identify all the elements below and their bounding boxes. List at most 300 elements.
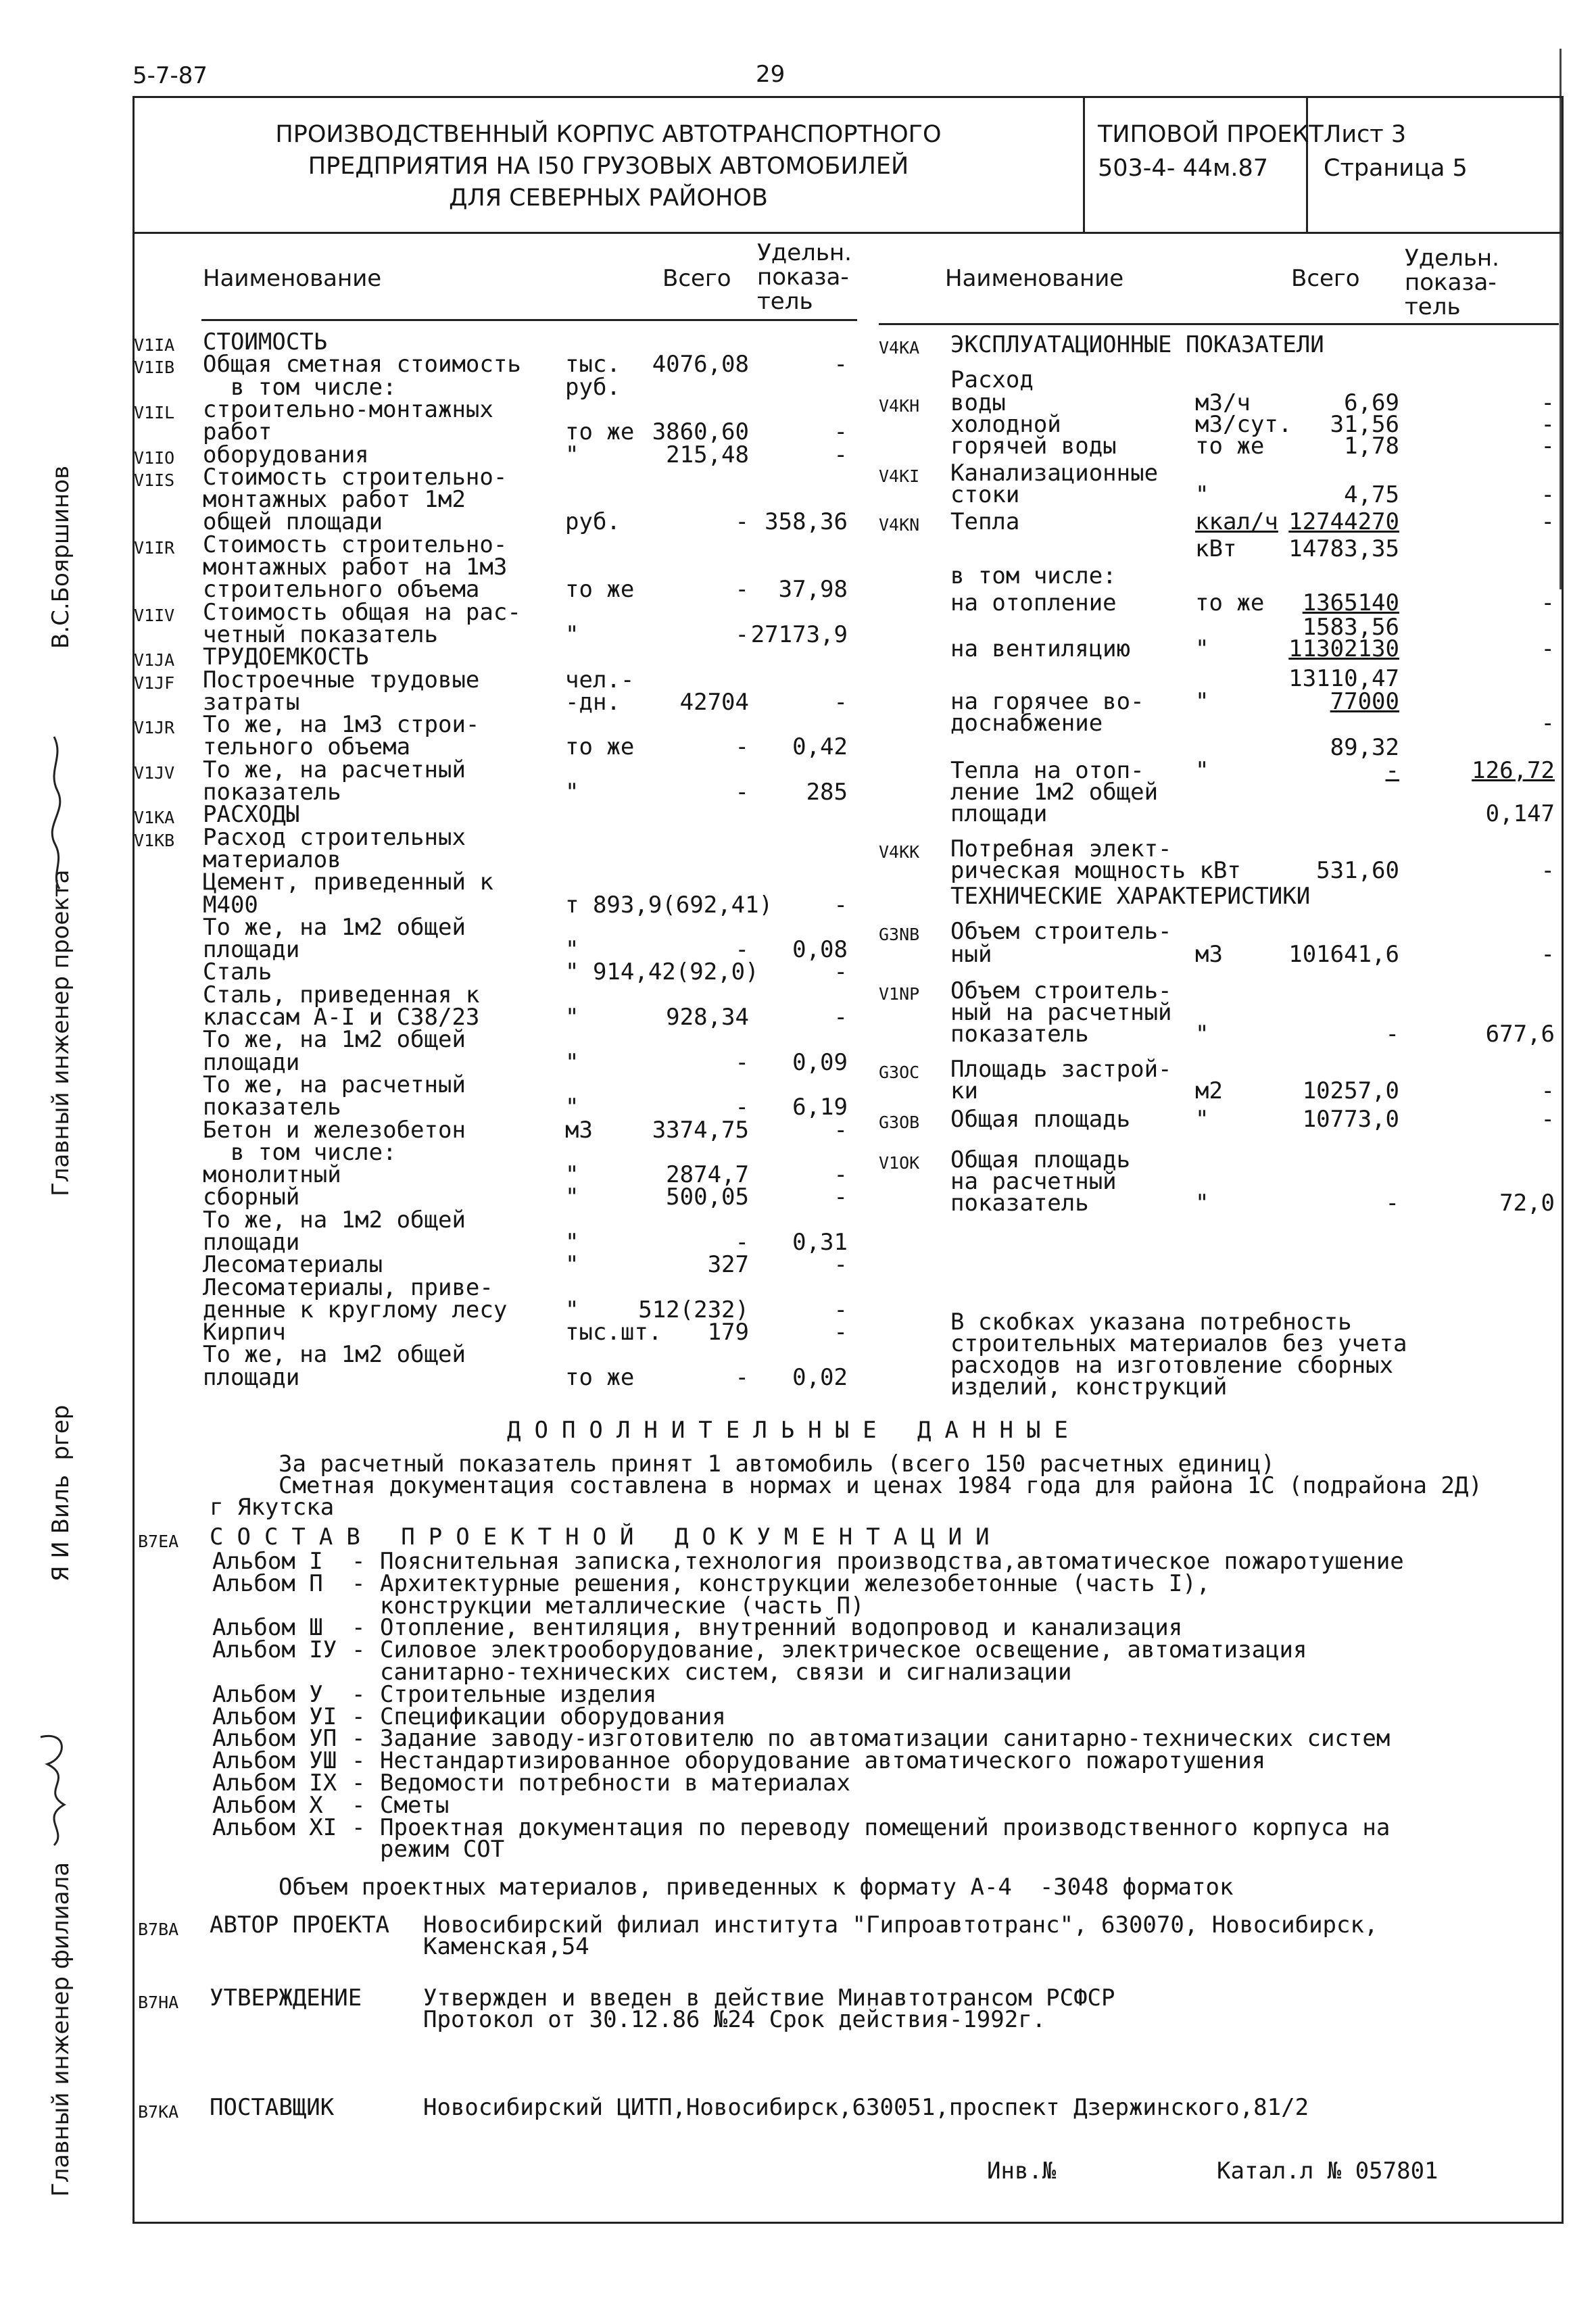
row-name: строительно-монтажных — [203, 396, 493, 423]
album-label: Альбом IX — [212, 1770, 351, 1797]
note-line-3: расходов на изготовление сборных — [950, 1352, 1394, 1379]
row-code: V1KB — [134, 831, 175, 850]
row-total: 13110,47 — [1288, 665, 1399, 692]
row-name: Кирпич — [203, 1319, 286, 1346]
album-text: Силовое электрооборудование, электрическое освещение, автоматизация — [380, 1636, 1307, 1663]
row-name: СТОИМОСТЬ — [203, 328, 328, 356]
row-name: тельного объема — [203, 733, 411, 760]
row-code: V4KH — [879, 396, 920, 416]
album-label: Альбом У — [212, 1681, 351, 1708]
right-header-underline — [879, 323, 1559, 325]
row-spec: - — [1541, 941, 1555, 968]
row-name: площади — [203, 1049, 300, 1076]
row-name: М400 — [203, 892, 258, 919]
row-total: 101641,6 — [1288, 941, 1399, 968]
row-name: монолитный — [203, 1161, 341, 1188]
row-code: V1KA — [134, 808, 175, 827]
row-spec: - — [833, 1296, 848, 1323]
signature-mark-1 — [27, 730, 81, 892]
album-text: Ведомости потребности в материалах — [380, 1770, 850, 1797]
page-number: 29 — [756, 61, 785, 88]
row-code: V4KA — [879, 338, 920, 358]
row-unit: м3/ч — [1195, 389, 1251, 416]
album-text: Сметы — [380, 1792, 450, 1819]
row-spec: - — [833, 1004, 848, 1031]
row-code: V1IL — [134, 403, 175, 422]
signature-name-2: Я И Виль ргер — [47, 1405, 74, 1582]
row-spec: - — [833, 958, 848, 985]
row-spec: 0,147 — [1485, 800, 1555, 827]
row-total: - — [735, 621, 749, 648]
row-spec: - — [1541, 508, 1555, 535]
row-total: - — [735, 1049, 749, 1076]
extra-line-2: Сметная документация составлена в нормах и ценах 1984 года для района 1С (подрайона 2Д) — [279, 1472, 1482, 1499]
row-name: на вентиляцию — [950, 635, 1131, 662]
author-code: B7BA — [138, 1920, 179, 1939]
row-spec: 358,36 — [765, 508, 848, 535]
row-name: рическая мощность кВт — [950, 857, 1241, 884]
row-code: V1IS — [134, 470, 175, 490]
row-name: показатель — [203, 1094, 341, 1121]
row-name: в том числе: — [203, 1139, 397, 1166]
row-name: показатель — [950, 1190, 1089, 1217]
row-unit: " — [1195, 481, 1209, 508]
row-name: четный показатель — [203, 621, 438, 648]
album-label: Альбом Ш — [212, 1614, 351, 1641]
supplier-code: B7KA — [138, 2102, 179, 2122]
row-code: G3OC — [879, 1063, 920, 1082]
row-total: 531,60 — [1316, 857, 1399, 884]
row-name: на расчетный — [950, 1168, 1117, 1195]
row-total: 500,05 — [666, 1184, 749, 1211]
row-unit: т 893,9(692,41) — [565, 892, 773, 919]
row-name: Построечные трудовые — [203, 666, 480, 693]
album-text: Задание заводу-изготовителю по автоматизации санитарно-технических систем — [380, 1725, 1391, 1752]
row-total: - — [735, 1229, 749, 1256]
row-spec: - — [1541, 710, 1555, 737]
album-dash: - — [352, 1770, 366, 1797]
row-name: Тепла — [950, 508, 1020, 535]
album-text: Пояснительная записка,технология производства,автоматическое пожаротушение — [380, 1548, 1404, 1575]
row-total: - — [735, 1364, 749, 1391]
left-col-header-spec-1: Удельн. — [757, 239, 852, 266]
row-spec: 37,98 — [778, 576, 848, 603]
album-label: Альбом X — [212, 1792, 351, 1819]
note-line-1: В скобках указана потребность — [950, 1309, 1352, 1336]
row-spec: - — [833, 1251, 848, 1278]
album-text: санитарно-технических систем, связи и сигнализации — [380, 1659, 1072, 1686]
row-name: на горячее во- — [950, 688, 1144, 715]
row-spec: 285 — [806, 779, 848, 806]
row-unit: кВт — [1195, 535, 1237, 562]
row-spec: 6,19 — [792, 1094, 848, 1121]
row-unit: " — [1195, 1106, 1209, 1133]
row-name: Лесоматериалы — [203, 1251, 383, 1278]
composition-heading: СОСТАВ ПРОЕКТНОЙ ДОКУМЕНТАЦИИ — [210, 1524, 1003, 1551]
extra-line-3: г Якутска — [210, 1494, 335, 1521]
album-dash: - — [352, 1747, 366, 1774]
row-name: площади — [950, 800, 1048, 827]
row-unit: " — [565, 1251, 579, 1278]
row-unit: то же — [565, 1364, 635, 1391]
row-spec: 0,09 — [792, 1049, 848, 1076]
row-name: ТРУДОЕМКОСТЬ — [203, 643, 369, 671]
row-total: - — [735, 576, 749, 603]
title-line-3: ДЛЯ СЕВЕРНЫХ РАЙОНОВ — [449, 185, 768, 212]
row-code: V1IO — [134, 448, 175, 468]
extra-line-1: За расчетный показатель принят 1 автомобиль (всего 150 расчетных единиц) — [279, 1451, 1275, 1478]
inventory-number: Инв.№ — [987, 2158, 1057, 2185]
row-spec: 677,6 — [1485, 1021, 1555, 1048]
row-name: Объем строитель- — [950, 918, 1172, 945]
row-name: воды — [950, 389, 1006, 416]
row-name: Цемент, приведенный к — [203, 869, 493, 896]
row-code: V4KN — [879, 515, 920, 535]
album-dash: - — [352, 1703, 366, 1730]
signature-name-1: В.С.Бояршинов — [47, 465, 74, 649]
right-col-header-spec-1: Удельн. — [1405, 245, 1499, 272]
extra-heading: ДОПОЛНИТЕЛЬНЫЕ ДАННЫЕ — [507, 1417, 1082, 1444]
album-dash: - — [352, 1548, 366, 1575]
row-total: 14783,35 — [1288, 535, 1399, 562]
row-unit: " — [565, 1049, 579, 1076]
row-unit: ккал/ч — [1195, 508, 1278, 535]
row-name: То же, на 1м3 строи- — [203, 711, 480, 738]
row-name: затраты — [203, 689, 300, 716]
row-unit: " — [565, 1004, 579, 1031]
row-name: Объем строитель- — [950, 977, 1172, 1004]
left-col-header-total: Всего — [662, 265, 731, 292]
row-code: V1IB — [134, 358, 175, 377]
row-unit: " — [565, 441, 579, 468]
row-code: V1JF — [134, 673, 175, 693]
album-dash: - — [352, 1636, 366, 1663]
row-name: площади — [203, 1229, 300, 1256]
signature-mark-2 — [27, 1717, 81, 1852]
row-name: стоки — [950, 481, 1020, 508]
row-spec: - — [1541, 433, 1555, 460]
album-label: Альбом УП — [212, 1725, 351, 1752]
row-name: Лесоматериалы, приве- — [203, 1274, 493, 1301]
row-total: 4,75 — [1344, 481, 1399, 508]
row-total: 10773,0 — [1302, 1106, 1399, 1133]
row-code: V1JV — [134, 763, 175, 783]
right-col-header-spec-3: тель — [1405, 293, 1461, 320]
row-name: Общая площадь — [950, 1146, 1131, 1173]
row-unit: " — [565, 1229, 579, 1256]
row-spec: - — [833, 1117, 848, 1144]
row-total: 512(232) — [638, 1296, 749, 1323]
header-divider — [132, 232, 1564, 234]
row-name: ный — [950, 941, 992, 968]
row-spec: - — [833, 1161, 848, 1188]
row-spec: - — [1541, 635, 1555, 662]
signature-role-1: Главный инженер проекта — [47, 869, 74, 1196]
album-label: Альбом П — [212, 1570, 351, 1597]
row-total: 1365140 — [1302, 589, 1399, 616]
row-total: 179 — [707, 1319, 749, 1346]
row-code: V4KK — [879, 842, 920, 862]
row-name: Общая сметная стоимость — [203, 351, 521, 378]
row-spec: - — [833, 351, 848, 378]
row-total: 10257,0 — [1302, 1077, 1399, 1104]
approval-code: B7HA — [138, 1993, 179, 2012]
album-text: Проектная документация по переводу помещений производственного корпуса на — [380, 1814, 1391, 1841]
approval-label: УТВЕРЖДЕНИЕ — [210, 1984, 362, 2012]
row-name: Стоимость строительно- — [203, 531, 508, 558]
row-spec: 126,72 — [1472, 757, 1555, 784]
row-unit: м2 — [1195, 1077, 1223, 1104]
row-total: 42704 — [679, 689, 749, 716]
row-unit: " — [565, 1161, 579, 1188]
approval-line-2: Протокол от 30.12.86 №24 Срок действия-1992г. — [423, 2006, 1046, 2033]
row-name: То же, на расчетный — [203, 1071, 466, 1098]
row-name: То же, на 1м2 общей — [203, 914, 466, 941]
row-spec: - — [833, 1184, 848, 1211]
row-name: ление 1м2 общей — [950, 779, 1159, 806]
row-spec: - — [1541, 389, 1555, 416]
row-code: V1IV — [134, 606, 175, 625]
row-name: денные к круглому лесу — [203, 1296, 508, 1323]
left-col-header-spec-3: тель — [757, 288, 813, 315]
row-total: 2874,7 — [666, 1161, 749, 1188]
album-text: конструкции металлические (часть П) — [380, 1592, 865, 1619]
row-total: 1,78 — [1344, 433, 1399, 460]
row-unit: " — [1195, 1190, 1209, 1217]
row-total: 1583,56 — [1302, 614, 1399, 641]
row-name: Сталь, приведенная к — [203, 981, 480, 1008]
row-spec: - — [1541, 1077, 1555, 1104]
row-name: оборудования — [203, 441, 369, 468]
row-name: ЭКСПЛУАТАЦИОННЫЕ ПОКАЗАТЕЛИ — [950, 331, 1324, 358]
row-name: в том числе: — [203, 374, 397, 401]
row-name: классам А-I и С38/23 — [203, 1004, 480, 1031]
row-unit: " — [565, 1296, 579, 1323]
left-col-header-spec-2: показа- — [757, 264, 849, 291]
row-code: V1JA — [134, 650, 175, 670]
row-name: Бетон и железобетон — [203, 1117, 466, 1144]
row-name: То же, на 1м2 общей — [203, 1026, 466, 1053]
right-col-header-total: Всего — [1291, 265, 1360, 292]
album-label: Альбом УШ — [212, 1747, 351, 1774]
note-line-4: изделий, конструкций — [950, 1373, 1228, 1400]
row-total: 31,56 — [1330, 411, 1399, 438]
row-unit: то же — [565, 733, 635, 760]
album-text: Отопление, вентиляция, внутренний водопровод и канализация — [380, 1614, 1183, 1641]
album-text: Нестандартизированное оборудование автоматического пожаротушения — [380, 1747, 1266, 1774]
row-total: - — [735, 733, 749, 760]
row-total: - — [735, 1094, 749, 1121]
row-name: Сталь — [203, 958, 272, 985]
row-total: 11302130 — [1288, 635, 1399, 662]
album-label: Альбом УI — [212, 1703, 351, 1730]
row-total: 327 — [707, 1251, 749, 1278]
album-dash: - — [352, 1570, 366, 1597]
row-unit: " — [565, 1094, 579, 1121]
header-col-divider-1 — [1083, 96, 1085, 233]
row-unit: " 914,42(92,0) — [565, 958, 759, 985]
row-name: в том числе: — [950, 562, 1117, 589]
row-spec: 0,31 — [792, 1229, 848, 1256]
row-total: 3374,75 — [652, 1117, 749, 1144]
album-text: Строительные изделия — [380, 1681, 657, 1708]
author-line-1: Новосибирский филиал института "Гипроавтотранс", 630070, Новосибирск, — [423, 1911, 1378, 1939]
row-name: Стоимость общая на рас- — [203, 599, 521, 626]
row-spec: 0,02 — [792, 1364, 848, 1391]
album-dash: - — [352, 1614, 366, 1641]
project-label: ТИПОВОЙ ПРОЕКТ — [1098, 121, 1324, 148]
row-total: 89,32 — [1330, 734, 1399, 761]
row-total: 4076,08 — [652, 351, 749, 378]
right-col-header-spec-2: показа- — [1405, 269, 1497, 296]
row-unit: м3 — [565, 1117, 593, 1144]
author-label: АВТОР ПРОЕКТА — [210, 1911, 390, 1939]
row-total: 12744270 — [1288, 508, 1399, 535]
row-name: монтажных работ 1м2 — [203, 486, 466, 513]
title-line-2: ПРЕДПРИЯТИЯ НА I50 ГРУЗОВЫХ АВТОМОБИЛЕЙ — [308, 153, 909, 180]
row-name: Расход — [950, 366, 1034, 393]
row-total: 6,69 — [1344, 389, 1399, 416]
row-unit: " — [1195, 635, 1209, 662]
row-name: То же, на расчетный — [203, 756, 466, 783]
row-name: горячей воды — [950, 433, 1117, 460]
row-name: строительного объема — [203, 576, 480, 603]
row-total: 215,48 — [666, 441, 749, 468]
left-col-header-name: Наименование — [203, 265, 382, 292]
project-number: 503-4- 44м.87 — [1098, 155, 1269, 182]
row-total: - — [1385, 1021, 1399, 1048]
row-name: ТЕХНИЧЕСКИЕ ХАРАКТЕРИСТИКИ — [950, 883, 1311, 910]
row-name: площади — [203, 1364, 300, 1391]
row-code: G3NB — [879, 925, 920, 944]
album-text: Архитектурные решения, конструкции железобетонные (часть I), — [380, 1570, 1211, 1597]
sheet-number: Лист 3 — [1324, 121, 1407, 148]
row-name: Потребная элект- — [950, 835, 1172, 862]
row-spec: 0,42 — [792, 733, 848, 760]
row-unit: " — [565, 1184, 579, 1211]
album-dash: - — [352, 1792, 366, 1819]
row-unit: руб. — [565, 374, 621, 401]
catalog-number: Катал.л № 057801 — [1217, 2158, 1438, 2185]
row-total: - — [1385, 757, 1399, 784]
album-text: Спецификации оборудования — [380, 1703, 726, 1730]
row-spec: - — [833, 1319, 848, 1346]
row-total: - — [735, 936, 749, 963]
row-name: ки — [950, 1077, 978, 1104]
right-col-header-name: Наименование — [945, 265, 1124, 292]
row-code: V1IA — [134, 335, 175, 355]
album-text: режим СОТ — [380, 1836, 505, 1863]
row-name: показатель — [950, 1021, 1089, 1048]
row-total: - — [1385, 1190, 1399, 1217]
row-spec: - — [1541, 857, 1555, 884]
row-code: V4KI — [879, 466, 920, 486]
volume-line: Объем проектных материалов, приведенных к формату А-4 -3048 форматок — [279, 1874, 1234, 1901]
row-name: площади — [203, 936, 300, 963]
row-name: ный на расчетный — [950, 999, 1172, 1026]
row-name: доснабжение — [950, 710, 1103, 737]
album-dash: - — [352, 1681, 366, 1708]
row-name: Общая площадь — [950, 1106, 1131, 1133]
row-name: Площадь застрой- — [950, 1056, 1172, 1083]
row-total: 77000 — [1330, 688, 1399, 715]
row-name: материалов — [203, 846, 341, 873]
row-name: монтажных работ на 1м3 — [203, 554, 508, 581]
row-name: Стоимость строительно- — [203, 464, 508, 491]
row-unit: то же — [1195, 589, 1265, 616]
row-total: - — [735, 508, 749, 535]
row-unit: м3 — [1195, 941, 1223, 968]
row-name: холодной — [950, 411, 1061, 438]
row-code: V1JR — [134, 718, 175, 737]
row-name: работ — [203, 418, 272, 445]
row-code: V1NP — [879, 984, 920, 1004]
row-name: на отопление — [950, 589, 1117, 616]
row-unit: " — [565, 936, 579, 963]
row-unit: тыс.шт. — [565, 1319, 662, 1346]
row-spec: - — [833, 418, 848, 445]
album-label: Альбом IУ — [212, 1636, 351, 1663]
row-unit: м3/сут. — [1195, 411, 1292, 438]
row-name: сборный — [203, 1184, 300, 1211]
supplier-label: ПОСТАВЩИК — [210, 2094, 335, 2121]
row-spec: 0,08 — [792, 936, 848, 963]
row-unit: " — [1195, 688, 1209, 715]
row-name: показатель — [203, 779, 341, 806]
signature-role-2: Главный инженер филиала — [47, 1861, 74, 2197]
approval-line-1: Утвержден и введен в действие Минавтотрансом РСФСР — [423, 1984, 1115, 2012]
row-spec: - — [833, 892, 848, 919]
page-label: Страница 5 — [1324, 155, 1468, 182]
row-spec: - — [1541, 1106, 1555, 1133]
row-unit: тыс. — [565, 351, 621, 378]
supplier-text: Новосибирский ЦИТП,Новосибирск,630051,проспект Дзержинского,81/2 — [423, 2094, 1309, 2121]
row-unit: " — [565, 779, 579, 806]
row-code: G3OB — [879, 1113, 920, 1132]
row-spec: - — [1541, 411, 1555, 438]
row-unit: -дн. — [565, 689, 621, 716]
left-header-underline — [201, 319, 857, 321]
album-label: Альбом XI — [212, 1814, 351, 1841]
row-spec: - — [833, 441, 848, 468]
album-label: Альбом I — [212, 1548, 351, 1575]
row-total: 928,34 — [666, 1004, 749, 1031]
album-dash: - — [352, 1725, 366, 1752]
row-total: - — [735, 779, 749, 806]
row-unit: то же — [1195, 433, 1265, 460]
row-name: Расход строительных — [203, 824, 466, 851]
row-unit: то же — [565, 576, 635, 603]
row-unit: то же — [565, 418, 635, 445]
row-unit: руб. — [565, 508, 621, 535]
row-unit: чел.- — [565, 666, 635, 693]
row-name: Канализационные — [950, 460, 1159, 487]
row-name: общей площади — [203, 508, 383, 535]
row-spec: - — [1541, 589, 1555, 616]
row-code: V1IR — [134, 538, 175, 558]
author-line-2: Каменская,54 — [423, 1933, 589, 1960]
row-spec: - — [833, 689, 848, 716]
row-unit: " — [1195, 757, 1209, 784]
row-unit: " — [1195, 1021, 1209, 1048]
row-spec: 27173,9 — [750, 621, 848, 648]
row-name: Тепла на отоп- — [950, 757, 1144, 784]
row-spec: 72,0 — [1499, 1190, 1555, 1217]
album-dash: - — [352, 1814, 366, 1841]
document-code: 5-7-87 — [132, 62, 208, 89]
row-name: РАСХОДЫ — [203, 801, 300, 828]
composition-code: B7EA — [138, 1532, 179, 1551]
